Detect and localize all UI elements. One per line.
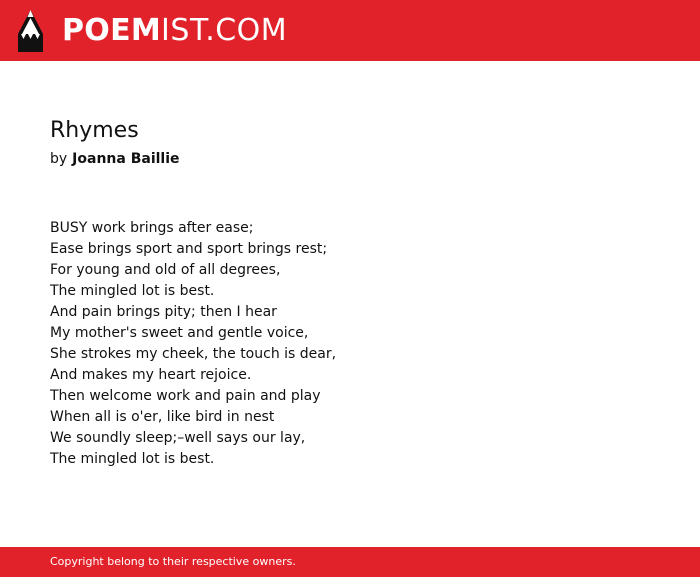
poem-line: The mingled lot is best. <box>50 451 215 467</box>
author-name: Joanna Baillie <box>72 151 180 167</box>
poem-line: When all is o'er, like bird in nest <box>50 409 275 425</box>
poem-line: And makes my heart rejoice. <box>50 367 252 383</box>
by-label: by <box>50 151 68 167</box>
poem-line: And pain brings pity; then I hear <box>50 304 277 320</box>
poem-line: Then welcome work and pain and play <box>50 388 321 404</box>
logo-light-text: IST.COM <box>161 13 288 48</box>
site-logo[interactable] <box>62 12 287 50</box>
pencil-icon[interactable] <box>18 10 43 52</box>
logo-bold-text: POEM <box>62 13 162 48</box>
poem-line: She strokes my cheek, the touch is dear, <box>50 346 337 362</box>
poem-line: Ease brings sport and sport brings rest; <box>50 241 328 257</box>
poem-line: My mother's sweet and gentle voice, <box>50 325 309 341</box>
poem-line: BUSY work brings after ease; <box>50 220 254 236</box>
copyright-text: Copyright belong to their respective owners. <box>50 555 296 568</box>
site-footer <box>0 547 700 577</box>
poem-title: Rhymes <box>50 118 139 143</box>
poem-body <box>50 218 336 470</box>
byline <box>50 148 180 170</box>
poem-line: For young and old of all degrees, <box>50 262 281 278</box>
site-header <box>0 0 700 61</box>
poem-line: We soundly sleep;–well says our lay, <box>50 430 306 446</box>
poem-line: The mingled lot is best. <box>50 283 215 299</box>
